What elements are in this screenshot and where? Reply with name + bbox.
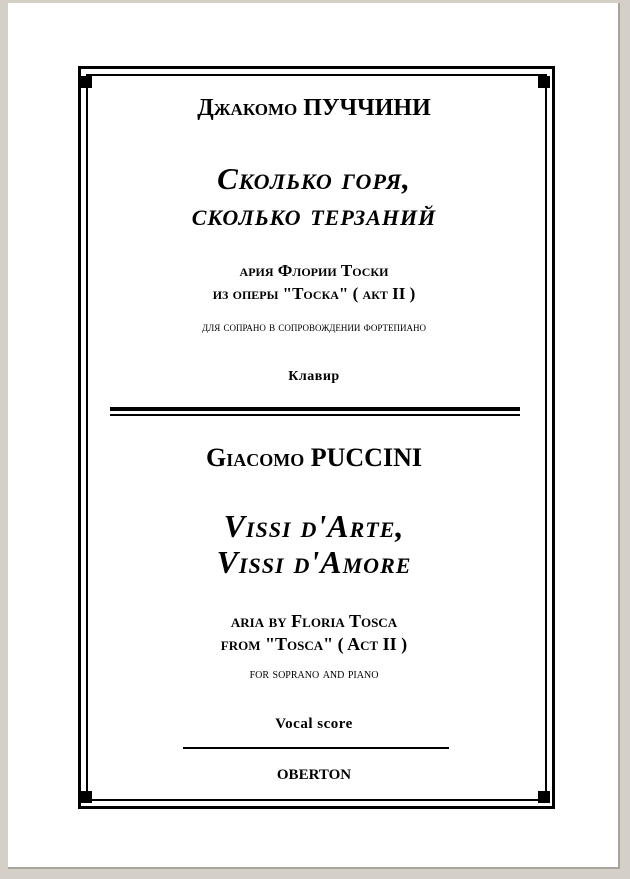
composer-name-ru: Джакомо ПУЧЧИНИ (197, 95, 431, 121)
publisher-rule (183, 747, 449, 749)
subtitle-en-line2: from "Tosca" ( Act II ) (220, 634, 408, 654)
title-page (8, 3, 620, 869)
scoring-ru: для сопрано в сопровождении фортепиано (201, 319, 427, 334)
divider-line-top (110, 407, 520, 411)
title-ru-line1: Сколько горя, (217, 161, 411, 196)
title-en-line2: Vissi d'Amore (216, 544, 412, 580)
scoring-en: for soprano and piano (249, 667, 379, 682)
title-ru-line2: сколько терзаний (191, 197, 437, 232)
title-en-line1: Vissi d'Arte, (223, 508, 405, 544)
publisher-name: OBERTON (276, 767, 352, 783)
subtitle-ru-line1: ария Флории Тоски (239, 261, 389, 280)
score-type-ru: Клавир (288, 369, 340, 384)
subtitle-ru-line2: из оперы "Тоска" ( акт II ) (212, 284, 416, 303)
composer-name-en: Giacomo PUCCINI (206, 443, 422, 472)
subtitle-en-line1: aria by Floria Tosca (230, 611, 398, 631)
divider-line-bottom (110, 414, 520, 416)
score-type-en: Vocal score (275, 716, 353, 732)
